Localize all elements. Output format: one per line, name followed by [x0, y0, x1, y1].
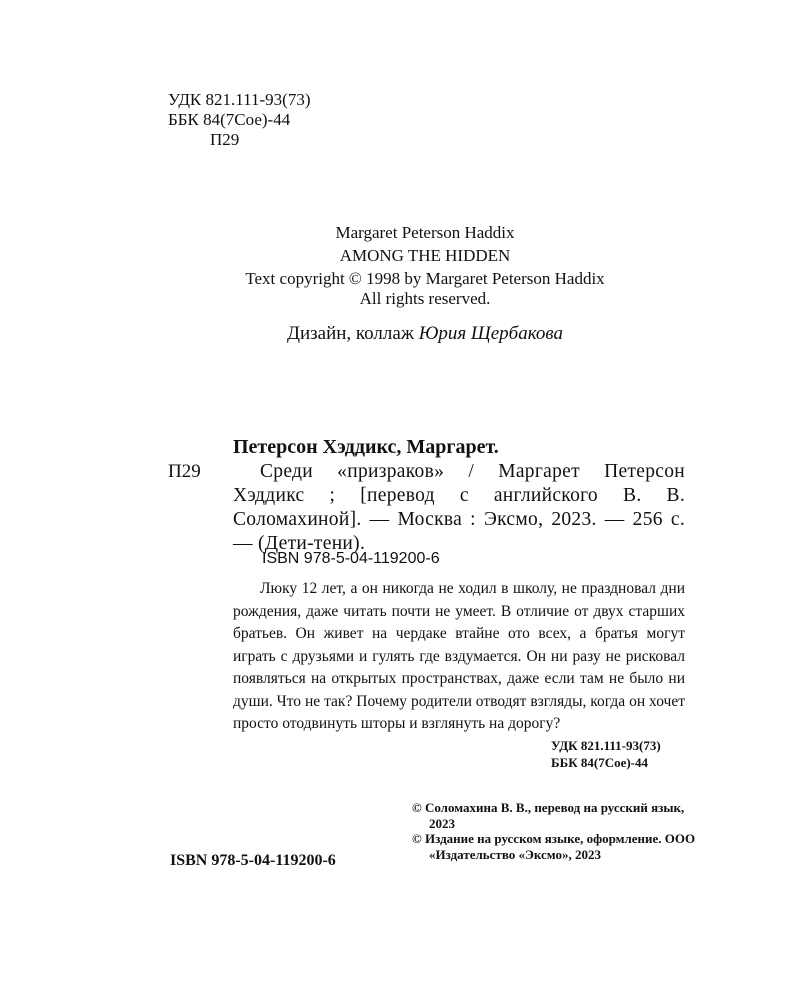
- publisher-copyright: © Издание на русском языке, оформление. ООО «Издательство «Эксмо», 2023: [412, 831, 696, 862]
- bibliographic-description: Среди «призраков» / Маргарет Петерсон Хэддикс ; [перевод с английского В. В. Соломахиной]. — Москва : Эксмо, 2023. — 256 с. — (Дети-тени).: [233, 461, 685, 554]
- annotation: Люку 12 лет, а он никогда не ходил в школу, не праздновал дни рождения, даже читать почти не умеет. В отличие от двух старших братьев. Он живет на чердаке втайне ото всех, а братья могут играть с друзьями и гулять где вздумается. Он ни разу не рисковал появляться на открытых пространствах, даже если там не было ни души. Что не так? Почему родители отводят взгляды, когда он хочет просто отодвинуть шторы и взглянуть на дорогу?: [233, 580, 685, 732]
- original-author: Margaret Peterson Haddix: [335, 223, 515, 242]
- original-copyright: Text copyright © 1998 by Margaret Peterson Haddix: [245, 269, 605, 288]
- rights-reserved: All rights reserved.: [359, 289, 491, 308]
- author-code: П29: [210, 130, 240, 149]
- small-bbk: ББК 84(7Сое)-44: [551, 755, 649, 770]
- bibliographic-heading: Петерсон Хэддикс, Маргарет.: [233, 436, 499, 458]
- copyright-notices: [412, 800, 712, 862]
- designer-name: Юрия Щербакова: [418, 323, 563, 344]
- bbk-code: ББК 84(7Сое)-44: [168, 110, 291, 129]
- design-label: Дизайн, коллаж: [287, 323, 419, 344]
- classification-block: [168, 90, 310, 150]
- small-udk: УДК 821.111-93(73): [551, 738, 661, 753]
- isbn-bottom: ISBN 978-5-04-119200-6: [170, 852, 336, 869]
- udk-code: УДК 821.111-93(73): [168, 90, 311, 109]
- translation-copyright: © Соломахина В. В., перевод на русский язык, 2023: [412, 800, 685, 831]
- small-classification: [551, 737, 661, 771]
- bibliographic-code: П29: [168, 461, 201, 482]
- original-title: AMONG THE HIDDEN: [339, 246, 511, 265]
- isbn-record: ISBN 978-5-04-119200-6: [262, 550, 440, 567]
- design-credit: [150, 323, 700, 345]
